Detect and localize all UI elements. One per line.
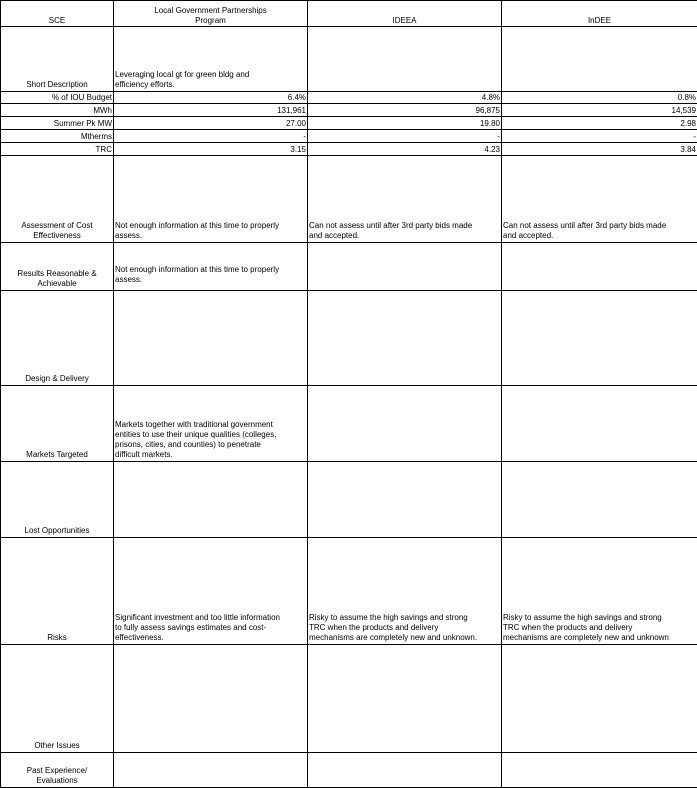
row-label-mtherms: Mtherms bbox=[1, 130, 114, 143]
metric-row bbox=[1, 130, 697, 143]
cell-text bbox=[114, 753, 308, 788]
metric-value: 19.80 bbox=[308, 117, 502, 130]
row-label-other-issues: Other Issues bbox=[1, 645, 114, 753]
metric-value: - bbox=[502, 130, 697, 143]
cell-text bbox=[308, 645, 502, 753]
cell-text bbox=[308, 462, 502, 538]
metric-value: 14,539 bbox=[502, 104, 697, 117]
row-label-budget: % of IOU Budget bbox=[1, 92, 114, 104]
row-label-risks: Risks bbox=[1, 538, 114, 645]
short-description-row bbox=[1, 27, 697, 92]
metric-value: 4.8% bbox=[308, 92, 502, 104]
row-label-mwh: MWh bbox=[1, 104, 114, 117]
row-label-results: Results Reasonable & Achievable bbox=[1, 243, 114, 291]
cell-text bbox=[502, 386, 697, 462]
cell-text bbox=[308, 291, 502, 386]
other-issues-row bbox=[1, 645, 697, 753]
cell-text: Not enough information at this time to properly assess. bbox=[114, 243, 308, 291]
cell-text: Not enough information at this time to properly assess. bbox=[114, 156, 308, 243]
metric-value: 4.23 bbox=[308, 143, 502, 156]
row-label-summer-pk-mw: Summer Pk MW bbox=[1, 117, 114, 130]
cell-text bbox=[502, 291, 697, 386]
row-label-lost-opportunities: Lost Opportunities bbox=[1, 462, 114, 538]
lost-opportunities-row bbox=[1, 462, 697, 538]
row-label-design: Design & Delivery bbox=[1, 291, 114, 386]
metric-row bbox=[1, 143, 697, 156]
metric-row bbox=[1, 92, 697, 104]
cell-text bbox=[114, 291, 308, 386]
row-label-markets: Markets Targeted bbox=[1, 386, 114, 462]
header-local-gov-partnerships: Local Government Partnerships Program bbox=[114, 1, 308, 27]
cell-text: Significant investment and too little information to fully assess savings estimates and cost- effectiveness. bbox=[114, 538, 308, 645]
cell-text: Can not assess until after 3rd party bids made and accepted. bbox=[308, 156, 502, 243]
cell-text bbox=[308, 753, 502, 788]
past-experience-row bbox=[1, 753, 697, 788]
row-label-assessment: Assessment of Cost Effectiveness bbox=[1, 156, 114, 243]
risks-row bbox=[1, 538, 697, 645]
row-label-past-experience: Past Experience/ Evaluations bbox=[1, 753, 114, 788]
header-row bbox=[1, 1, 697, 27]
header-indee: InDEE bbox=[502, 1, 697, 27]
cell-text: Risky to assume the high savings and strong TRC when the products and delivery mechanisms are completely new and unknown bbox=[502, 538, 697, 645]
markets-row bbox=[1, 386, 697, 462]
cell-text bbox=[502, 753, 697, 788]
metric-value: 96,875 bbox=[308, 104, 502, 117]
cell-text: Leveraging local gt for green bldg and efficiency efforts. bbox=[114, 27, 308, 92]
metric-row bbox=[1, 104, 697, 117]
metric-value: 131,961 bbox=[114, 104, 308, 117]
metric-value: 3.15 bbox=[114, 143, 308, 156]
metric-value: 2.98 bbox=[502, 117, 697, 130]
cell-text: Can not assess until after 3rd party bids made and accepted. bbox=[502, 156, 697, 243]
cell-text: Markets together with traditional government entities to use their unique qualities (colleges, prisons, cities, and counties) to penetrate difficult markets. bbox=[114, 386, 308, 462]
cell-text bbox=[502, 462, 697, 538]
metric-value: 3.84 bbox=[502, 143, 697, 156]
cell-text bbox=[308, 386, 502, 462]
metric-value: - bbox=[308, 130, 502, 143]
header-sce: SCE bbox=[1, 1, 114, 27]
row-label-short-description: Short Description bbox=[1, 27, 114, 92]
metric-value: 6.4% bbox=[114, 92, 308, 104]
metric-value: 27.00 bbox=[114, 117, 308, 130]
cell-text bbox=[114, 462, 308, 538]
row-label-trc: TRC bbox=[1, 143, 114, 156]
results-row bbox=[1, 243, 697, 291]
cell-text bbox=[308, 27, 502, 92]
metric-value: 0.8% bbox=[502, 92, 697, 104]
cell-text: Risky to assume the high savings and strong TRC when the products and delivery mechanisms are completely new and unknown. bbox=[308, 538, 502, 645]
header-ideea: IDEEA bbox=[308, 1, 502, 27]
cell-text bbox=[502, 27, 697, 92]
metric-value: - bbox=[114, 130, 308, 143]
cell-text bbox=[502, 645, 697, 753]
cell-text bbox=[308, 243, 502, 291]
metric-row bbox=[1, 117, 697, 130]
cell-text bbox=[114, 645, 308, 753]
cell-text bbox=[502, 243, 697, 291]
design-row bbox=[1, 291, 697, 386]
assessment-row bbox=[1, 156, 697, 243]
